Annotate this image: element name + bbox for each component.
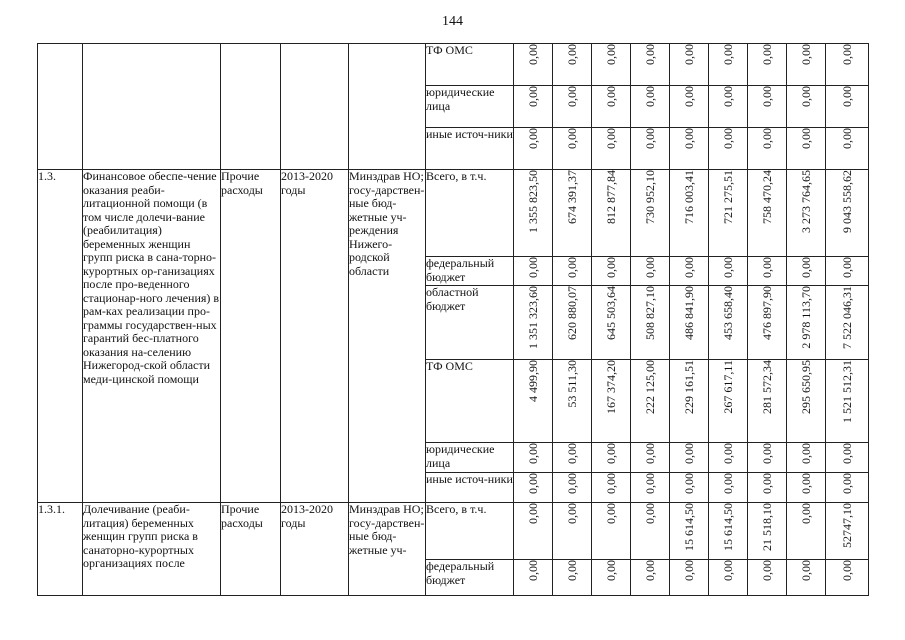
value-text: 222 125,00 — [643, 360, 657, 414]
value-cell — [670, 503, 709, 560]
value-text: 0,00 — [682, 257, 696, 278]
value-text: 0,00 — [526, 473, 540, 494]
funding-source-label: ТФ ОМС — [426, 360, 514, 443]
value-cell — [670, 128, 709, 170]
value-text: 0,00 — [682, 86, 696, 107]
funding-source-label: юридические лица — [426, 86, 514, 128]
value-text: 0,00 — [643, 443, 657, 464]
executor: Минздрав НО; госу-дарствен-ные бюд-жетные уч-реждения Нижего-родской области — [349, 170, 426, 503]
value-cell — [748, 503, 787, 560]
value-cell — [631, 128, 670, 170]
value-cell — [631, 560, 670, 596]
value-text: 0,00 — [565, 257, 579, 278]
value-text: 9 043 558,62 — [840, 170, 854, 233]
value-cell — [631, 503, 670, 560]
value-cell — [631, 473, 670, 503]
value-text: 0,00 — [840, 86, 854, 107]
value-text: 0,00 — [799, 44, 813, 65]
value-text: 0,00 — [565, 128, 579, 149]
value-text: 0,00 — [721, 86, 735, 107]
value-cell — [826, 257, 869, 286]
value-text: 812 877,84 — [604, 170, 618, 224]
value-text: 0,00 — [682, 44, 696, 65]
value-text: 0,00 — [643, 560, 657, 581]
value-cell — [670, 473, 709, 503]
value-cell — [553, 473, 592, 503]
value-text: 0,00 — [604, 503, 618, 524]
item-number: 1.3.1. — [38, 503, 83, 596]
value-cell — [748, 128, 787, 170]
value-text: 0,00 — [840, 44, 854, 65]
value-cell — [787, 44, 826, 86]
value-text: 645 503,64 — [604, 286, 618, 340]
value-cell — [592, 443, 631, 473]
value-cell — [709, 360, 748, 443]
value-text: 486 841,90 — [682, 286, 696, 340]
budget-table — [37, 43, 869, 596]
period-cell — [281, 44, 349, 170]
value-cell — [826, 473, 869, 503]
value-text: 0,00 — [760, 560, 774, 581]
value-text: 0,00 — [721, 128, 735, 149]
period: 2013-2020 годы — [281, 170, 349, 503]
value-cell — [748, 86, 787, 128]
value-cell — [592, 170, 631, 257]
value-text: 476 897,90 — [760, 286, 774, 340]
value-cell — [553, 44, 592, 86]
value-text: 1 521 512,31 — [840, 360, 854, 423]
value-text: 281 572,34 — [760, 360, 774, 414]
number-cell — [38, 44, 83, 170]
value-cell — [592, 286, 631, 360]
value-cell — [631, 443, 670, 473]
period: 2013-2020 годы — [281, 503, 349, 596]
value-cell — [592, 86, 631, 128]
value-text: 267 617,11 — [721, 360, 735, 414]
funding-source-label: областной бюджет — [426, 286, 514, 360]
value-text: 0,00 — [526, 560, 540, 581]
value-text: 0,00 — [643, 257, 657, 278]
value-text: 0,00 — [760, 44, 774, 65]
funding-source-label: Всего, в т.ч. — [426, 170, 514, 257]
value-text: 0,00 — [799, 503, 813, 524]
executor: Минздрав НО; госу-дарствен-ные бюд-жетные уч- — [349, 503, 426, 596]
funding-source-label: иные источ-ники — [426, 473, 514, 503]
value-cell — [787, 503, 826, 560]
value-text: 53 511,30 — [565, 360, 579, 408]
value-cell — [787, 560, 826, 596]
page-number: 144 — [442, 14, 463, 29]
value-cell — [787, 128, 826, 170]
value-text: 0,00 — [840, 257, 854, 278]
value-text: 0,00 — [799, 473, 813, 494]
value-text: 0,00 — [565, 503, 579, 524]
value-text: 0,00 — [799, 443, 813, 464]
value-cell — [748, 360, 787, 443]
value-text: 620 880,07 — [565, 286, 579, 340]
value-cell — [670, 44, 709, 86]
value-cell — [670, 170, 709, 257]
value-cell — [709, 560, 748, 596]
value-text: 0,00 — [604, 443, 618, 464]
value-cell — [748, 257, 787, 286]
value-cell — [553, 128, 592, 170]
value-text: 0,00 — [604, 44, 618, 65]
value-text: 0,00 — [760, 473, 774, 494]
value-cell — [826, 503, 869, 560]
table-row — [38, 503, 869, 560]
value-cell — [592, 128, 631, 170]
value-text: 0,00 — [604, 128, 618, 149]
value-text: 0,00 — [604, 86, 618, 107]
expense-type-cell — [221, 44, 281, 170]
value-text: 1 351 323,60 — [526, 286, 540, 349]
value-text: 167 374,20 — [604, 360, 618, 414]
value-cell — [514, 170, 553, 257]
value-cell — [826, 128, 869, 170]
value-cell — [592, 257, 631, 286]
value-cell — [787, 86, 826, 128]
value-cell — [514, 443, 553, 473]
value-text: 0,00 — [840, 473, 854, 494]
value-cell — [514, 286, 553, 360]
value-text: 0,00 — [526, 44, 540, 65]
value-cell — [709, 286, 748, 360]
value-text: 0,00 — [565, 560, 579, 581]
value-cell — [787, 443, 826, 473]
value-text: 15 614,50 — [682, 503, 696, 551]
value-text: 0,00 — [604, 560, 618, 581]
value-text: 0,00 — [526, 257, 540, 278]
value-text: 0,00 — [604, 473, 618, 494]
value-cell — [514, 44, 553, 86]
value-text: 0,00 — [682, 473, 696, 494]
value-text: 52747,10 — [840, 503, 854, 548]
value-text: 0,00 — [760, 443, 774, 464]
value-text: 0,00 — [682, 128, 696, 149]
value-cell — [787, 360, 826, 443]
value-text: 229 161,51 — [682, 360, 696, 414]
value-cell — [631, 86, 670, 128]
value-text: 0,00 — [799, 257, 813, 278]
value-cell — [514, 503, 553, 560]
value-text: 0,00 — [643, 128, 657, 149]
value-cell — [748, 44, 787, 86]
value-text: 0,00 — [721, 443, 735, 464]
value-text: 0,00 — [721, 44, 735, 65]
value-cell — [553, 170, 592, 257]
value-cell — [787, 257, 826, 286]
value-cell — [553, 443, 592, 473]
funding-source-label: федеральный бюджет — [426, 257, 514, 286]
value-cell — [592, 503, 631, 560]
value-text: 0,00 — [760, 86, 774, 107]
value-cell — [514, 86, 553, 128]
value-cell — [553, 86, 592, 128]
table-row — [38, 170, 869, 257]
item-name: Финансовое обеспе-чение оказания реаби-литационной помощи (в том числе долечи-вание (реабилитация) беременных женщин групп риска в сана-торно-курортных ор-ганизациях после про-веденного стационар-ного лечения) в рам-ках реализации про-граммы государствен-ных гарантий бес-платного оказания на-селению Нижегород-ской области меди-цинской помощи — [83, 170, 221, 503]
value-cell — [709, 128, 748, 170]
value-cell — [670, 560, 709, 596]
value-text: 0,00 — [643, 473, 657, 494]
value-cell — [514, 257, 553, 286]
value-cell — [787, 286, 826, 360]
value-cell — [670, 360, 709, 443]
value-cell — [670, 443, 709, 473]
value-text: 0,00 — [526, 443, 540, 464]
value-text: 721 275,51 — [721, 170, 735, 224]
value-text: 0,00 — [840, 128, 854, 149]
value-cell — [709, 257, 748, 286]
value-cell — [709, 86, 748, 128]
value-cell — [787, 473, 826, 503]
value-text: 295 650,95 — [799, 360, 813, 414]
value-text: 508 827,10 — [643, 286, 657, 340]
value-cell — [748, 443, 787, 473]
value-text: 0,00 — [526, 128, 540, 149]
value-cell — [592, 560, 631, 596]
value-cell — [514, 560, 553, 596]
funding-source-label: ТФ ОМС — [426, 44, 514, 86]
value-cell — [631, 170, 670, 257]
value-cell — [709, 503, 748, 560]
value-text: 758 470,24 — [760, 170, 774, 224]
value-text: 2 978 113,70 — [799, 286, 813, 349]
value-cell — [553, 257, 592, 286]
value-text: 1 355 823,50 — [526, 170, 540, 233]
value-cell — [553, 360, 592, 443]
value-cell — [592, 44, 631, 86]
value-cell — [826, 286, 869, 360]
value-cell — [826, 44, 869, 86]
value-cell — [631, 286, 670, 360]
value-text: 0,00 — [565, 443, 579, 464]
value-cell — [826, 360, 869, 443]
value-cell — [670, 286, 709, 360]
value-text: 453 658,40 — [721, 286, 735, 340]
value-text: 0,00 — [721, 560, 735, 581]
value-cell — [670, 257, 709, 286]
executor-cell — [349, 44, 426, 170]
value-cell — [709, 473, 748, 503]
value-text: 4 499,90 — [526, 360, 540, 402]
expense-type: Прочие расходы — [221, 503, 281, 596]
expense-type: Прочие расходы — [221, 170, 281, 503]
value-text: 0,00 — [565, 86, 579, 107]
value-text: 0,00 — [643, 44, 657, 65]
value-cell — [631, 44, 670, 86]
value-text: 0,00 — [643, 86, 657, 107]
funding-source-label: юридические лица — [426, 443, 514, 473]
value-text: 0,00 — [721, 473, 735, 494]
value-text: 0,00 — [682, 560, 696, 581]
item-name: Долечивание (реаби-литация) беременных женщин групп риска в санаторно-курортных организациях после — [83, 503, 221, 596]
table-row — [38, 44, 869, 86]
value-text: 21 518,10 — [760, 503, 774, 551]
value-cell — [514, 473, 553, 503]
funding-source-label: Всего, в т.ч. — [426, 503, 514, 560]
value-cell — [592, 360, 631, 443]
value-cell — [553, 286, 592, 360]
value-cell — [709, 170, 748, 257]
value-text: 0,00 — [526, 503, 540, 524]
value-text: 0,00 — [799, 128, 813, 149]
value-cell — [514, 360, 553, 443]
value-cell — [709, 443, 748, 473]
value-cell — [748, 170, 787, 257]
value-cell — [748, 473, 787, 503]
value-cell — [787, 170, 826, 257]
value-text: 730 952,10 — [643, 170, 657, 224]
value-cell — [748, 560, 787, 596]
value-text: 0,00 — [565, 44, 579, 65]
value-text: 0,00 — [760, 257, 774, 278]
value-cell — [826, 170, 869, 257]
value-cell — [631, 360, 670, 443]
value-text: 716 003,41 — [682, 170, 696, 224]
value-cell — [514, 128, 553, 170]
value-cell — [748, 286, 787, 360]
value-cell — [631, 257, 670, 286]
value-text: 3 273 764,65 — [799, 170, 813, 233]
value-cell — [826, 560, 869, 596]
value-text: 0,00 — [604, 257, 618, 278]
value-text: 0,00 — [526, 86, 540, 107]
value-cell — [553, 503, 592, 560]
value-text: 0,00 — [840, 560, 854, 581]
funding-source-label: иные источ-ники — [426, 128, 514, 170]
value-text: 0,00 — [643, 503, 657, 524]
name-cell — [83, 44, 221, 170]
value-cell — [592, 473, 631, 503]
value-text: 0,00 — [760, 128, 774, 149]
item-number: 1.3. — [38, 170, 83, 503]
funding-source-label: федеральный бюджет — [426, 560, 514, 596]
value-text: 674 391,37 — [565, 170, 579, 224]
value-text: 7 522 046,31 — [840, 286, 854, 349]
value-text: 15 614,50 — [721, 503, 735, 551]
value-text: 0,00 — [799, 86, 813, 107]
value-cell — [670, 86, 709, 128]
value-text: 0,00 — [565, 473, 579, 494]
value-text: 0,00 — [799, 560, 813, 581]
value-text: 0,00 — [682, 443, 696, 464]
value-text: 0,00 — [840, 443, 854, 464]
value-cell — [553, 560, 592, 596]
value-text: 0,00 — [721, 257, 735, 278]
value-cell — [826, 443, 869, 473]
value-cell — [826, 86, 869, 128]
value-cell — [709, 44, 748, 86]
